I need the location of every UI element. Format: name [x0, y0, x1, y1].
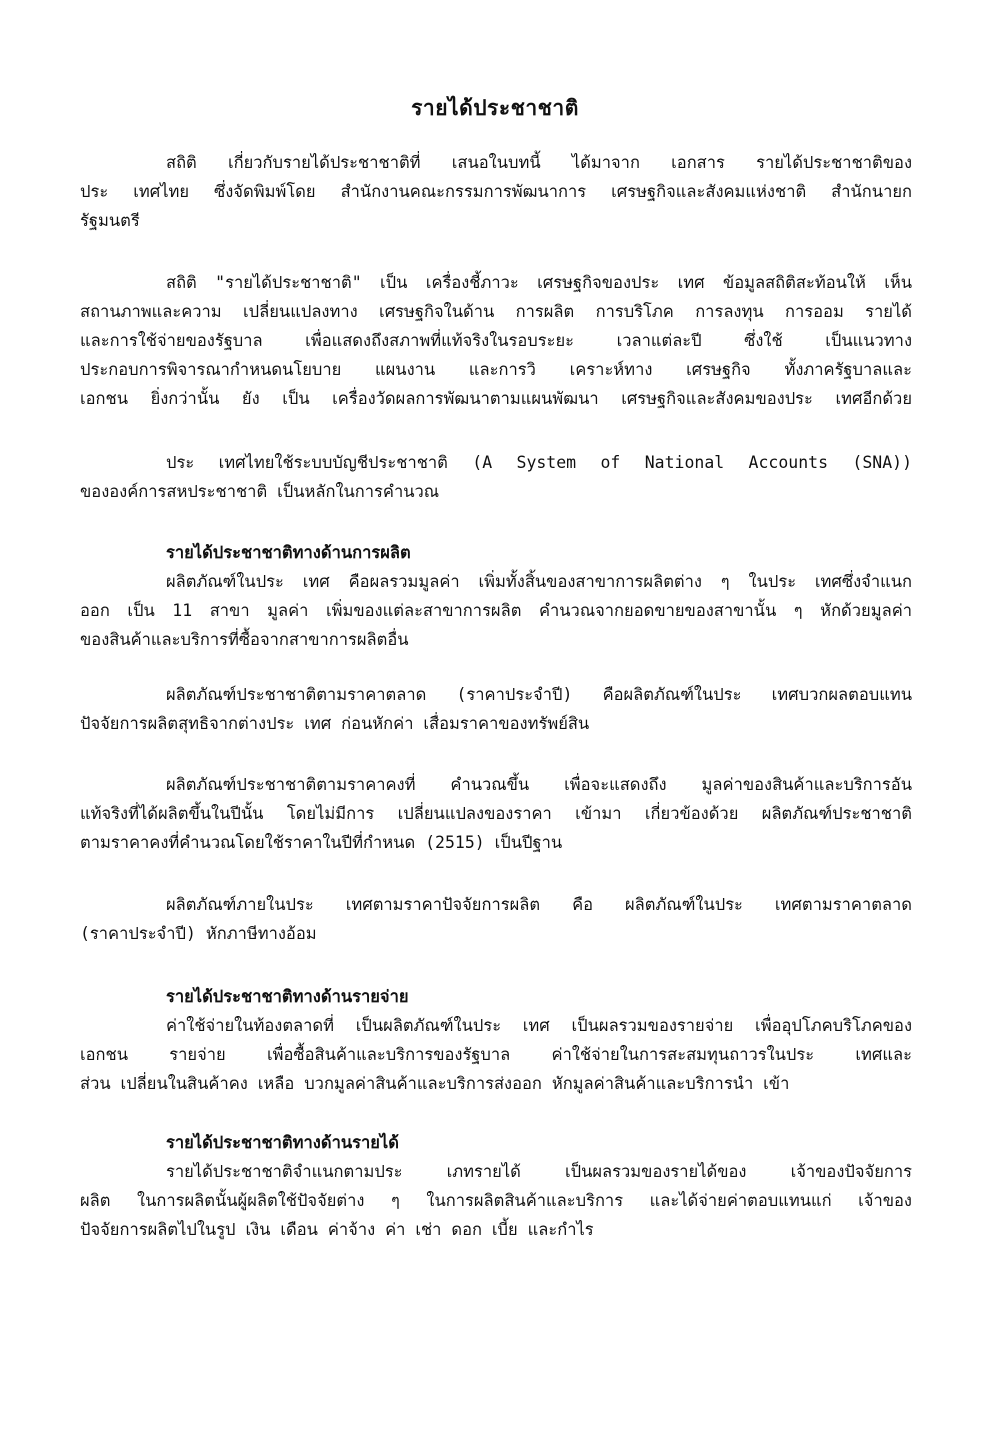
text-line: (ราคาประจำปี) หักภาษีทางอ้อม [80, 924, 317, 943]
text-line: ขององค์การสหประชาชาติ เป็นหลักในการคำนวณ [80, 482, 440, 501]
text-line: และการใช้จ่ายของรัฐบาล เพื่อแสดงถึงสภาพที่แท้จริงในรอบระยะ เวลาแต่ละปี ซึ่งใช้ เป็นแนวทาง [80, 331, 912, 350]
text-line: ตามราคาคงที่คำนวณโดยใช้ราคาในปีที่กำหนด (2515) เป็นปีฐาน [80, 833, 563, 852]
text-line: เอกชน รายจ่าย เพื่อซื้อสินค้าและบริการของรัฐบาล ค่าใช้จ่ายในการสะสมทุนถาวรในประ เทศและ [80, 1045, 912, 1064]
text-line: รายได้ประชาชาติจำแนกตามประ เภทรายได้ เป็นผลรวมของรายได้ของ เจ้าของปัจจัยการ [166, 1162, 912, 1181]
paragraph-definition [80, 268, 912, 413]
text-line: แท้จริงที่ได้ผลิตขึ้นในปีนั้น โดยไม่มีการ เปลี่ยนแปลงของราคา เข้ามา เกี่ยวข้องด้วย ผลิตภัณฑ์ประชาชาติ [80, 804, 912, 823]
text-line: สถานภาพและความ เปลี่ยนแปลงทาง เศรษฐกิจในด้าน การผลิต การบริโภค การลงทุน การออม รายได้ [80, 302, 912, 321]
paragraph-expenditure [80, 1011, 912, 1098]
page-title: รายได้ประชาชาติ [411, 96, 579, 120]
paragraph-gdp [80, 567, 912, 654]
text-line: ปัจจัยการผลิตสุทธิจากต่างประ เทศ ก่อนหักค่า เสื่อมราคาของทรัพย์สิน [80, 714, 590, 733]
section-heading-production: รายได้ประชาชาติทางด้านการผลิต [166, 543, 411, 562]
section-heading-income: รายได้ประชาชาติทางด้านรายได้ [166, 1133, 399, 1152]
paragraph-gnp-constant [80, 770, 912, 857]
text-line: ผลิตภัณฑ์ภายในประ เทศตามราคาปัจจัยการผลิต คือ ผลิตภัณฑ์ในประ เทศตามราคาตลาด [166, 895, 912, 914]
text-line: สถิติ เกี่ยวกับรายได้ประชาชาติที่ เสนอในบทนี้ ได้มาจาก เอกสาร รายได้ประชาชาติของ [166, 153, 912, 172]
text-line: ปัจจัยการผลิตไปในรูป เงิน เดือน ค่าจ้าง ค่า เช่า ดอก เบี้ย และกำไร [80, 1220, 594, 1239]
paragraph-income [80, 1157, 912, 1244]
text-line: ประ เทศไทยใช้ระบบบัญชีประชาชาติ (A System of National Accounts (SNA)) [166, 453, 912, 472]
text-line: สถิติ "รายได้ประชาชาติ" เป็น เครื่องชี้ภาวะ เศรษฐกิจของประ เทศ ข้อมูลสถิติสะท้อนให้ เห็น [166, 273, 912, 292]
paragraph-sna [80, 448, 912, 506]
text-line: ส่วน เปลี่ยนในสินค้าคง เหลือ บวกมูลค่าสินค้าและบริการส่งออก หักมูลค่าสินค้าและบริการนำ เข้า [80, 1074, 790, 1093]
text-line: ประ เทศไทย ซึ่งจัดพิมพ์โดย สำนักงานคณะกรรมการพัฒนาการ เศรษฐกิจและสังคมแห่งชาติ สำนักนายก [80, 182, 912, 201]
text-line: ผลิตภัณฑ์ประชาชาติตามราคาตลาด (ราคาประจำปี) คือผลิตภัณฑ์ในประ เทศบวกผลตอบแทน [166, 685, 912, 704]
text-line: ของสินค้าและบริการที่ซื้อจากสาขาการผลิตอื่น [80, 630, 409, 649]
section-heading-expenditure: รายได้ประชาชาติทางด้านรายจ่าย [166, 987, 409, 1006]
text-line: รัฐมนตรี [80, 211, 140, 230]
text-line: ออก เป็น 11 สาขา มูลค่า เพิ่มของแต่ละสาขาการผลิต คำนวณจากยอดขายของสาขานั้น ๆ หักด้วยมูลค่า [80, 601, 912, 620]
text-line: เอกชน ยิ่งกว่านั้น ยัง เป็น เครื่องวัดผลการพัฒนาตามแผนพัฒนา เศรษฐกิจและสังคมของประ เทศอีกด้วย [80, 389, 912, 408]
text-line: ผลิตภัณฑ์ประชาชาติตามราคาคงที่ คำนวณขึ้น เพื่อจะแสดงถึง มูลค่าของสินค้าและบริการอัน [166, 775, 912, 794]
text-line: ผลิต ในการผลิตนั้นผู้ผลิตใช้ปัจจัยต่าง ๆ ในการผลิตสินค้าและบริการ และได้จ่ายค่าตอบแทนแก่ เจ้าของ [80, 1191, 912, 1210]
text-line: ผลิตภัณฑ์ในประ เทศ คือผลรวมมูลค่า เพิ่มทั้งสิ้นของสาขาการผลิตต่าง ๆ ในประ เทศซึ่งจำแนก [166, 572, 912, 591]
paragraph-gnp-market [80, 680, 912, 738]
text-line: ค่าใช้จ่ายในท้องตลาดที่ เป็นผลิตภัณฑ์ในประ เทศ เป็นผลรวมของรายจ่าย เพื่ออุปโภคบริโภคของ [166, 1016, 912, 1035]
text-line: ประกอบการพิจารณากำหนดนโยบาย แผนงาน และการวิ เคราะห์ทาง เศรษฐกิจ ทั้งภาครัฐบาลและ [80, 360, 912, 379]
paragraph-source [80, 148, 912, 235]
paragraph-gdp-factor [80, 890, 912, 948]
